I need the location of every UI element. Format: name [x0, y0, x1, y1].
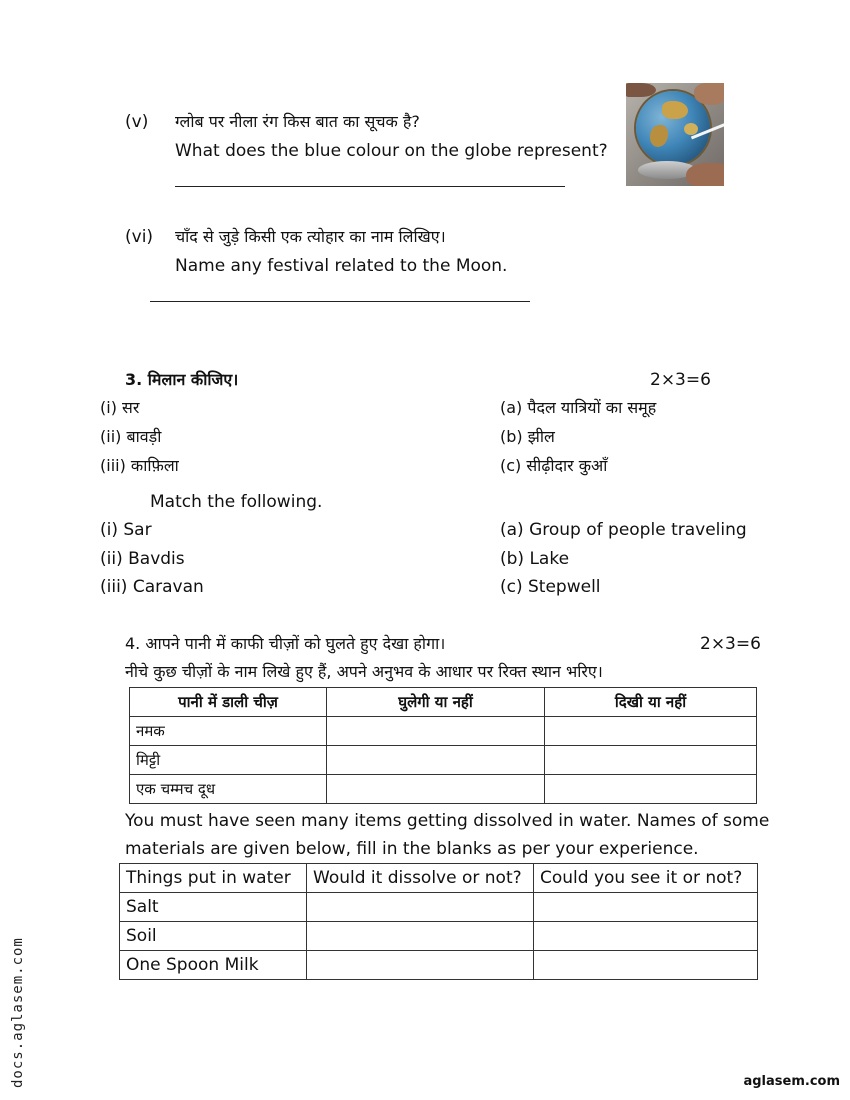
match-english-right-2: (b) Lake — [500, 549, 570, 569]
english-table — [119, 863, 758, 980]
hindi-row-item: एक चम्मच दूध — [130, 775, 327, 804]
section4-english-line2: materials are given below, fill in the blanks as per your experience. — [125, 839, 699, 859]
english-row-item: Salt — [120, 893, 307, 922]
footer-brand: aglasem.com — [743, 1074, 840, 1089]
section4-line2: नीचे कुछ चीज़ों के नाम लिखे हुए हैं, अपने अनुभव के आधार पर रिक्त स्थान भरिए। — [125, 662, 603, 681]
english-row-item: One Spoon Milk — [120, 951, 307, 980]
answer-cell[interactable] — [534, 951, 758, 980]
table-row — [120, 893, 758, 922]
answer-cell[interactable] — [307, 893, 534, 922]
section4-line1: 4. आपने पानी में काफी चीज़ों को घुलते हुए देखा होगा। — [125, 634, 446, 653]
match-hindi-left-1: (i) सर — [100, 398, 140, 417]
table-row — [120, 951, 758, 980]
q6-answer-line — [150, 301, 530, 302]
match-english-left-2: (ii) Bavdis — [100, 549, 185, 569]
answer-cell[interactable] — [307, 951, 534, 980]
hindi-header-visible: दिखी या नहीं — [545, 688, 757, 717]
table-row — [130, 746, 757, 775]
english-header-dissolve: Would it dissolve or not? — [307, 864, 534, 893]
english-header-visible: Could you see it or not? — [534, 864, 758, 893]
answer-cell[interactable] — [534, 893, 758, 922]
answer-cell[interactable] — [545, 717, 757, 746]
answer-cell[interactable] — [545, 775, 757, 804]
answer-cell[interactable] — [327, 717, 545, 746]
answer-cell[interactable] — [327, 775, 545, 804]
q5-english: What does the blue colour on the globe represent? — [175, 141, 608, 161]
section4-english-line1: You must have seen many items getting dissolved in water. Names of some — [125, 811, 770, 831]
table-row — [120, 922, 758, 951]
section3-marks: 2×3=6 — [650, 370, 711, 390]
match-english-right-1: (a) Group of people traveling — [500, 520, 747, 540]
q5-hindi: ग्लोब पर नीला रंग किस बात का सूचक है? — [175, 112, 420, 131]
match-hindi-right-2: (b) झील — [500, 427, 555, 446]
side-watermark: docs.aglasem.com — [10, 937, 26, 1088]
q6-hindi: चाँद से जुड़े किसी एक त्योहार का नाम लिखिए। — [175, 227, 446, 246]
match-hindi-left-2: (ii) बावड़ी — [100, 427, 162, 446]
match-english-title: Match the following. — [150, 492, 323, 512]
answer-cell[interactable] — [545, 746, 757, 775]
match-hindi-right-1: (a) पैदल यात्रियों का समूह — [500, 398, 657, 417]
english-row-item: Soil — [120, 922, 307, 951]
hindi-header-dissolve: घुलेगी या नहीं — [327, 688, 545, 717]
q5-answer-line — [175, 186, 565, 187]
hindi-row-item: मिट्टी — [130, 746, 327, 775]
answer-cell[interactable] — [534, 922, 758, 951]
hindi-table — [129, 687, 757, 804]
hindi-row-item: नमक — [130, 717, 327, 746]
section4-marks: 2×3=6 — [700, 634, 761, 654]
answer-cell[interactable] — [327, 746, 545, 775]
hindi-header-item: पानी में डाली चीज़ — [130, 688, 327, 717]
q5-number: (v) — [125, 112, 149, 132]
q6-english: Name any festival related to the Moon. — [175, 256, 508, 276]
match-english-right-3: (c) Stepwell — [500, 577, 601, 597]
match-english-left-3: (iii) Caravan — [100, 577, 204, 597]
match-hindi-left-3: (iii) काफ़िला — [100, 456, 179, 475]
english-header-item: Things put in water — [120, 864, 307, 893]
table-row — [130, 717, 757, 746]
answer-cell[interactable] — [307, 922, 534, 951]
table-row — [130, 775, 757, 804]
section3-title: 3. मिलान कीजिए। — [125, 370, 239, 389]
q6-number: (vi) — [125, 227, 154, 247]
match-hindi-right-3: (c) सीढ़ीदार कुआँ — [500, 456, 608, 475]
match-english-left-1: (i) Sar — [100, 520, 152, 540]
globe-photo — [626, 83, 724, 186]
